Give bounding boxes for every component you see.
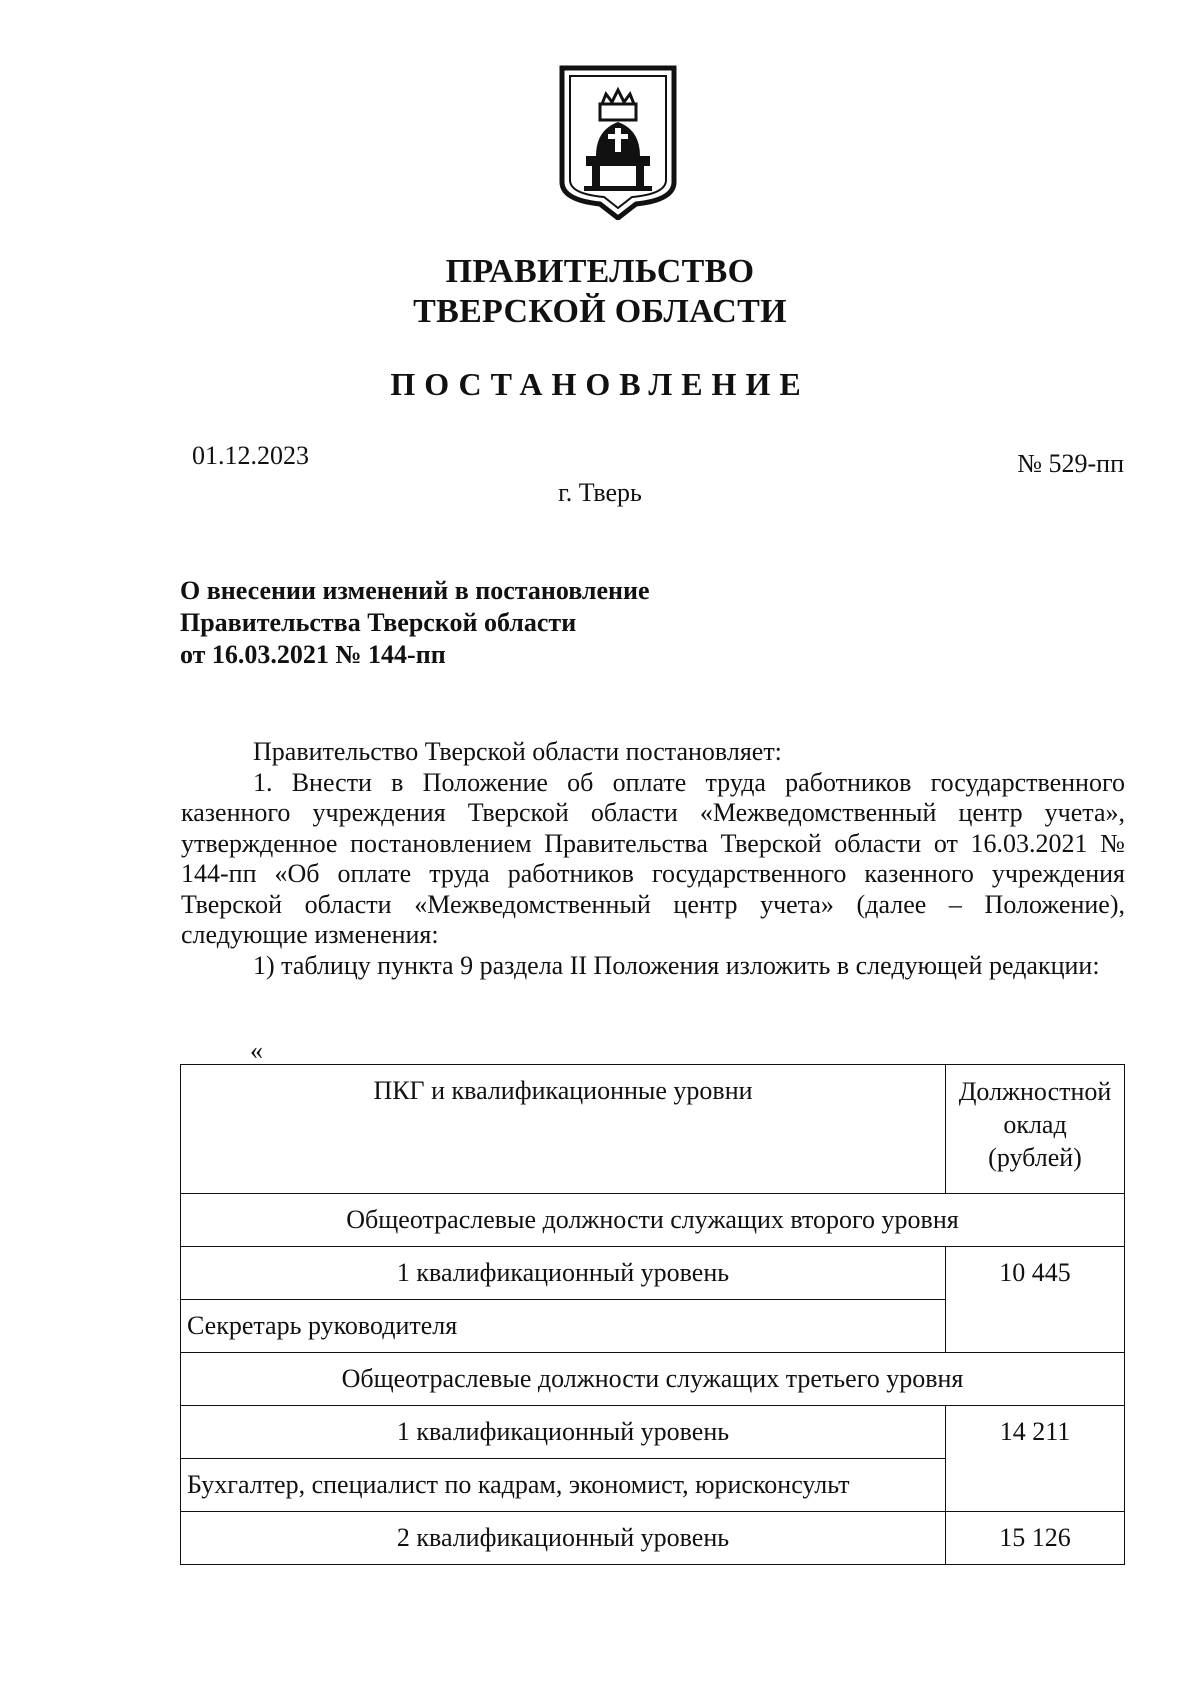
document-number: № 529-пп [1017, 449, 1124, 478]
document-type: ПОСТАНОВЛЕНИЕ [390, 366, 810, 402]
document-subject [180, 575, 650, 671]
table-row [181, 1512, 1125, 1565]
group3-level-1-positions: Бухгалтер, специалист по кадрам, экономист, юрисконсульт [181, 1459, 946, 1512]
org-line-1: ПРАВИТЕЛЬСТВО [445, 253, 755, 290]
document-date: 01.12.2023 [192, 441, 309, 470]
header-salary [946, 1065, 1125, 1194]
group3-level-2: 2 квалификационный уровень [181, 1512, 946, 1565]
table-row [181, 1194, 1125, 1247]
header-qualification-levels: ПКГ и квалификационные уровни [181, 1065, 946, 1194]
group3-level-1: 1 квалификационный уровень [181, 1406, 946, 1459]
header-salary-line-2: оклад [1003, 1110, 1067, 1139]
document-body [181, 737, 1125, 981]
header-salary-line-3: (рублей) [988, 1143, 1082, 1172]
subject-line-2: Правительства Тверской области [180, 608, 577, 637]
group2-level-1-salary: 10 445 [946, 1247, 1125, 1353]
opening-quote: « [250, 1036, 263, 1065]
organization-name [0, 252, 1200, 332]
subject-line-1: О внесении изменений в постановление [180, 576, 650, 605]
subject-line-3: от 16.03.2021 № 144-пп [180, 640, 446, 669]
body-intro: Правительство Тверской области постановляет: [253, 737, 782, 766]
coat-of-arms-emblem [556, 64, 680, 220]
group2-level-1-positions: Секретарь руководителя [181, 1300, 946, 1353]
group3-level-1-salary: 14 211 [946, 1406, 1125, 1512]
salary-table [180, 1064, 1125, 1565]
group-second-level: Общеотраслевые должности служащих второго уровня [181, 1194, 1125, 1247]
group2-level-1: 1 квалификационный уровень [181, 1247, 946, 1300]
table-row [181, 1247, 1125, 1300]
group-third-level: Общеотраслевые должности служащих третьего уровня [181, 1353, 1125, 1406]
body-item-1-1: 1) таблицу пункта 9 раздела II Положения изложить в следующей редакции: [253, 950, 1100, 980]
table-row [181, 1353, 1125, 1406]
org-line-2: ТВЕРСКОЙ ОБЛАСТИ [413, 293, 787, 330]
table-row [181, 1406, 1125, 1459]
body-item-1: 1. Внести в Положение об оплате труда работников государственного казенного учреждения Тверской области «Межведомственный центр учета», утвержденное постановлением Правительства Тверской области от 16.03.2021 № 144-пп «Об оплате труда работников государственного казенного учреждения Тверской области «Межведомственный центр учета» (далее – Положение), следующие изменения: [181, 767, 1125, 949]
header-salary-line-1: Должностной [958, 1077, 1112, 1106]
table-header-row [181, 1065, 1125, 1194]
group3-level-2-salary: 15 126 [946, 1512, 1125, 1565]
document-city: г. Тверь [558, 478, 642, 507]
